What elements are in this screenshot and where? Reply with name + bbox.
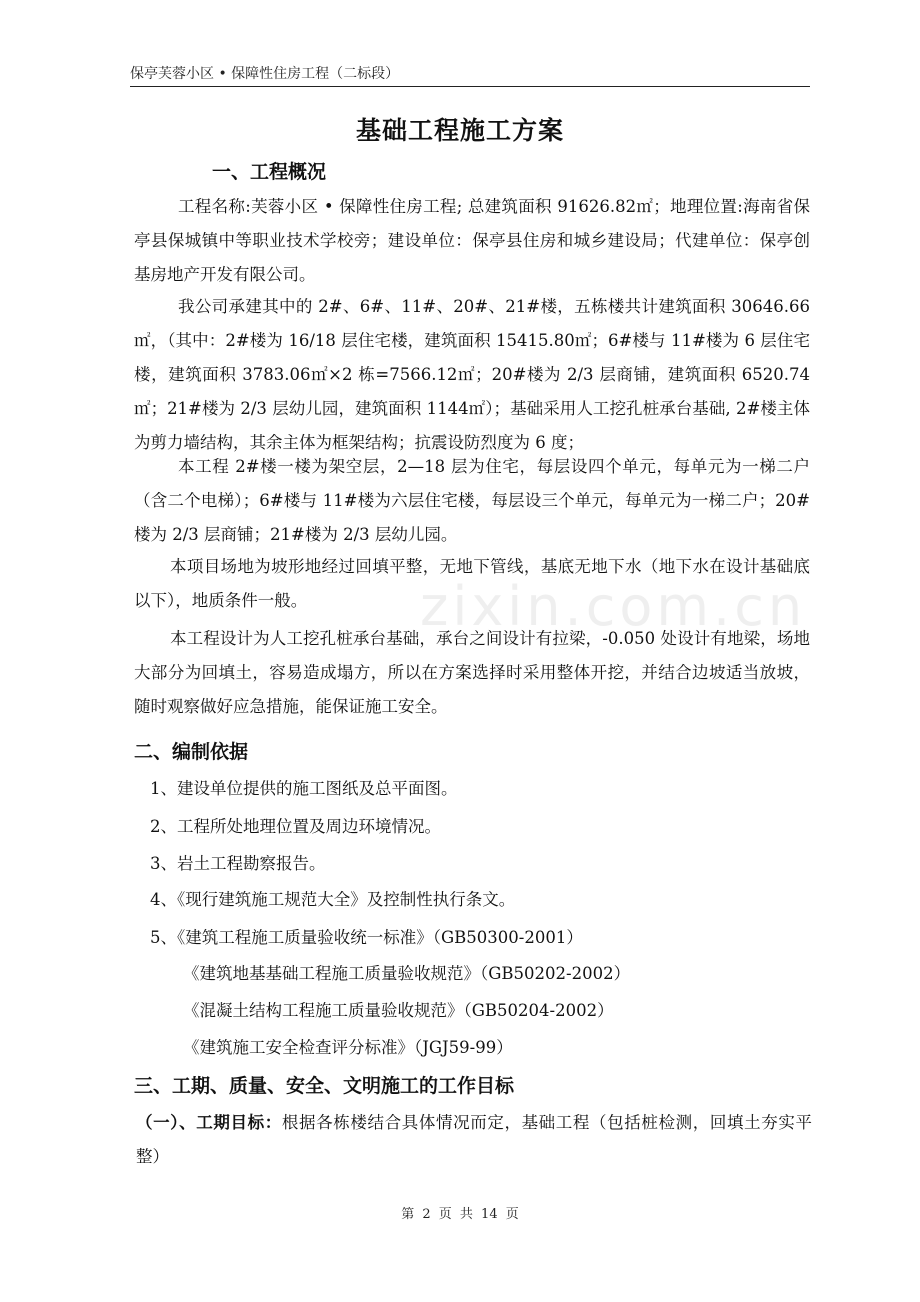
paragraph-site-conditions: 本项目场地为坡形地经过回填平整，无地下管线，基底无地下水（地下水在设计基础底以下），地质条件一般。	[134, 557, 810, 610]
schedule-goal-text: 根据各栋楼结合具体情况而定，基础工程（包括桩检测，回填土夯实平整）	[136, 1113, 813, 1166]
section-heading-goals: 三、工期、质量、安全、文明施工的工作目标	[134, 1075, 515, 1097]
paragraph-schedule-goal	[136, 1106, 812, 1174]
watermark-text: zixin.com.cn	[420, 575, 807, 638]
paragraph-foundation-design: 本工程设计为人工挖孔桩承台基础，承台之间设计有拉梁，-0.050 处设计有地梁，场地大部分为回填土，容易造成塌方，所以在方案选择时采用整体开挖，并结合边坡适当放坡，随时观察做好应急措施，能保证施工安全。	[134, 629, 810, 716]
schedule-goal-label: （一）、工期目标：	[136, 1113, 282, 1132]
basis-item-5: 5、《建筑工程施工质量验收统一标准》（GB50300-2001）	[150, 928, 583, 947]
document-title: 基础工程施工方案	[355, 116, 564, 145]
section-heading-overview: 一、工程概况	[212, 161, 327, 183]
paragraph-floor-layout: 本工程 2#楼一楼为架空层，2—18 层为住宅，每层设四个单元，每单元为一梯二户（含二个电梯）；6#楼与 11#楼为六层住宅楼，每层设三个单元，每单元为一梯二户；20#楼为 2/3 层商铺；21#楼为 2/3 层幼儿园。	[134, 457, 810, 544]
section-heading-basis: 二、编制依据	[134, 741, 249, 763]
basis-item-2: 2、工程所处地理位置及周边环境情况。	[150, 817, 441, 836]
paragraph-project-info: 工程名称:芙蓉小区 • 保障性住房工程; 总建筑面积 91626.82㎡；地理位置:海南省保亭县保城镇中等职业技术学校旁；建设单位：保亭县住房和城乡建设局；代建单位：保亭创基房地产开发有限公司。	[134, 197, 810, 284]
basis-item-5-standard-4: 《建筑施工安全检查评分标准》（JGJ59-99）	[183, 1038, 513, 1057]
basis-item-5-standard-3: 《混凝土结构工程施工质量验收规范》（GB50204-2002）	[183, 1001, 614, 1020]
basis-item-5-standard-2: 《建筑地基基础工程施工质量验收规范》（GB50202-2002）	[183, 964, 631, 983]
paragraph-buildings: 我公司承建其中的 2#、6#、11#、20#、21#楼，五栋楼共计建筑面积 30646.66㎡，（其中：2#楼为 16/18 层住宅楼，建筑面积 15415.80㎡；6#楼与 11#楼为 6 层住宅楼，建筑面积 3783.06㎡×2 栋=7566.12㎡；20#楼为 2/3 层商铺，建筑面积 6520.74㎡；21#楼为 2/3 层幼儿园，建筑面积 1144㎡）；基础采用人工挖孔桩承台基础, 2#楼主体为剪力墙结构，其余主体为框架结构；抗震设防烈度为 6 度；	[134, 297, 810, 452]
basis-item-4: 4、《现行建筑施工规范大全》及控制性执行条文。	[150, 890, 516, 909]
page-footer: 第 2 页 共 14 页	[401, 1207, 519, 1222]
page-header: 保亭芙蓉小区 • 保障性住房工程（二标段）	[130, 64, 810, 87]
basis-item-1: 1、建设单位提供的施工图纸及总平面图。	[150, 779, 458, 798]
basis-item-3: 3、岩土工程勘察报告。	[150, 854, 326, 873]
